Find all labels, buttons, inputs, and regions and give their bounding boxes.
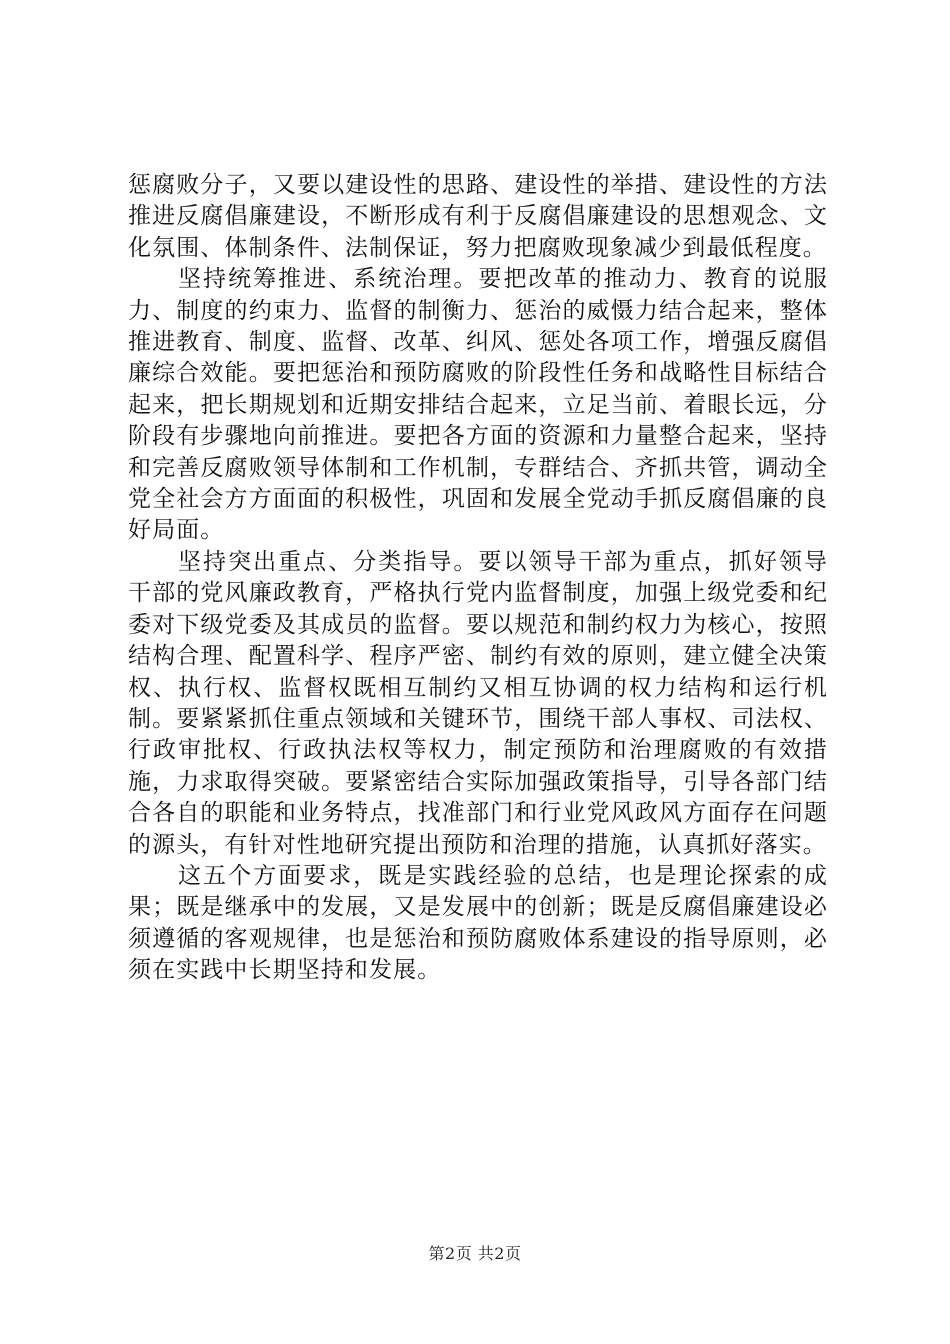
- paragraph-continuation: 惩腐败分子，又要以建设性的思路、建设性的举措、建设性的方法推进反腐倡廉建设，不断形成有利于反腐倡廉建设的思想观念、文化氛围、体制条件、法制保证，努力把腐败现象减少到最低程度。: [128, 172, 828, 261]
- paragraph-key-points: 坚持突出重点、分类指导。要以领导干部为重点，抓好领导干部的党风廉政教育，严格执行党内监督制度，加强上级党委和纪委对下级党委及其成员的监督。要以规范和制约权力为核心，按照结构合理、配置科学、程序严密、制约有效的原则，建立健全决策权、执行权、监督权既相互制约又相互协调的权力结构和运行机制。要紧紧抓住重点领域和关键环节，围绕干部人事权、司法权、行政审批权、行政执法权等权力，制定预防和治理腐败的有效措施，力求取得突破。要紧密结合实际加强政策指导，引导各部门结合各自的职能和业务特点，找准部门和行业党风政风方面存在问题的源头，有针对性地研究提出预防和治理的措施，认真抓好落实。: [128, 548, 828, 858]
- paragraph-coordination: 坚持统筹推进、系统治理。要把改革的推动力、教育的说服力、制度的约束力、监督的制衡力、惩治的威慑力结合起来，整体推进教育、制度、监督、改革、纠风、惩处各项工作，增强反腐倡廉综合效能。要把惩治和预防腐败的阶段性任务和战略性目标结合起来，把长期规划和近期安排结合起来，立足当前、着眼长远，分阶段有步骤地向前推进。要把各方面的资源和力量整合起来，坚持和完善反腐败领导体制和工作机制，专群结合、齐抓共管，调动全党全社会方方面面的积极性，巩固和发展全党动手抓反腐倡廉的良好局面。: [128, 266, 828, 544]
- paragraph-summary: 这五个方面要求，既是实践经验的总结，也是理论探索的成果；既是继承中的发展，又是发展中的创新；既是反腐倡廉建设必须遵循的客观规律，也是惩治和预防腐败体系建设的指导原则，必须在实践中长期坚持和发展。: [128, 862, 828, 984]
- page-number-footer: 第2页 共2页: [428, 1244, 522, 1263]
- document-body: [128, 170, 828, 987]
